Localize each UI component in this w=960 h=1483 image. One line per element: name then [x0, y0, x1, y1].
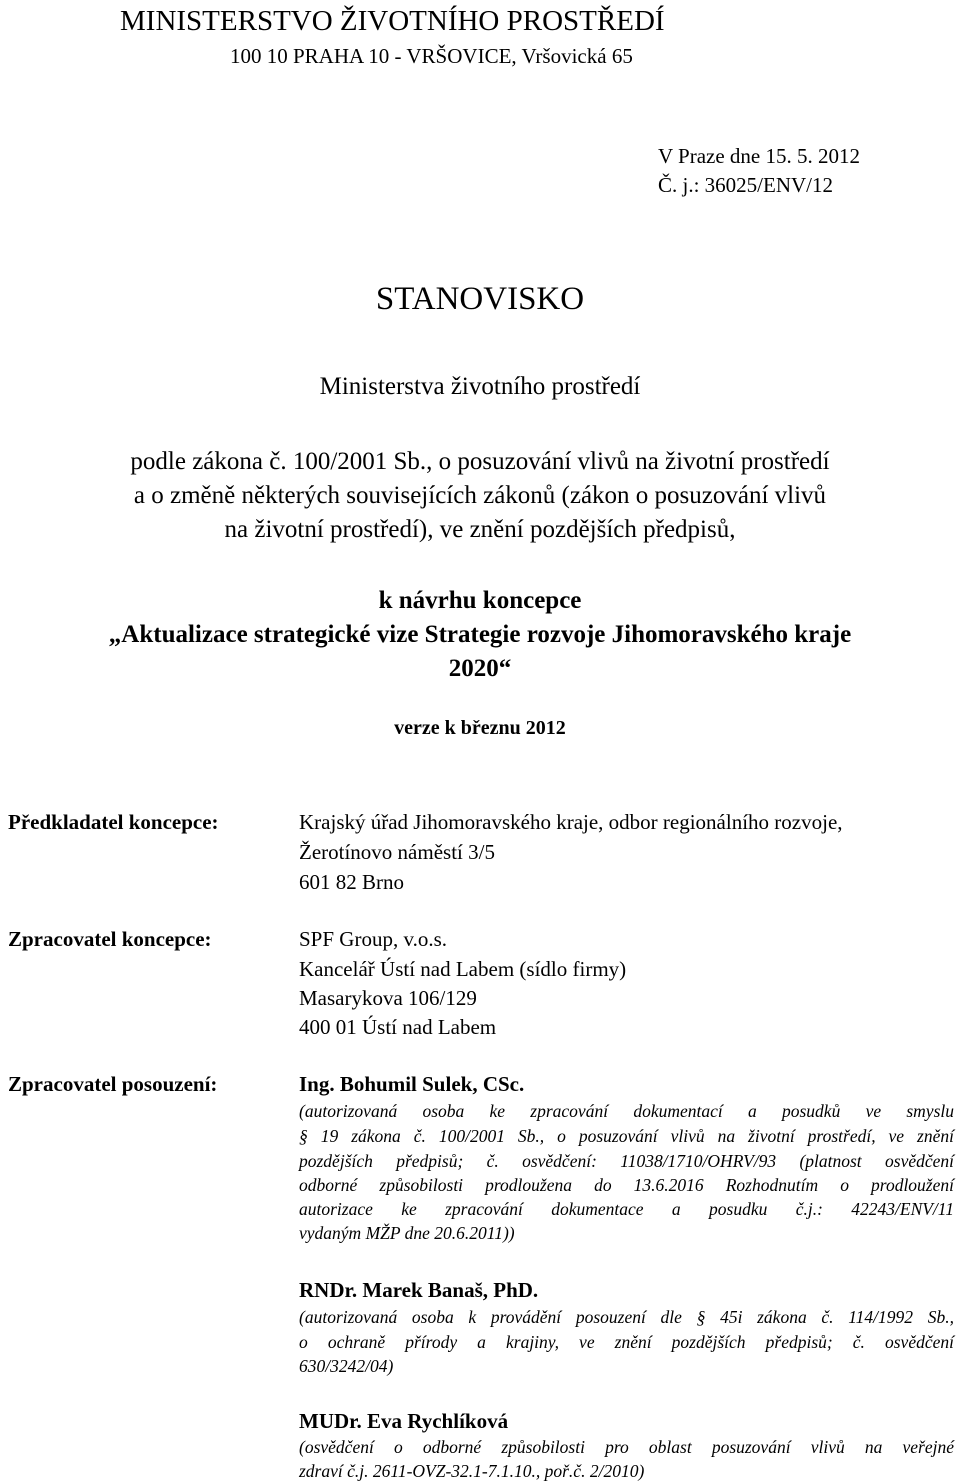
predkladatel-line-2: Žerotínovo náměstí 3/5 — [299, 840, 495, 864]
person-note-1-line-5: autorizace ke zpracování dokumentace a posudku č.j.: 42243/ENV/11 — [299, 1199, 954, 1219]
ministry-name: MINISTERSTVO ŽIVOTNÍHO PROSTŘEDÍ — [120, 5, 665, 37]
reference-number: Č. j.: 36025/ENV/12 — [658, 173, 834, 197]
document-date: V Praze dne 15. 5. 2012 — [658, 144, 860, 168]
person-note-3-line-1: (osvědčení o odborné způsobilosti pro oblast posuzování vlivů na veřejné — [299, 1437, 954, 1457]
zpracovatel-line-3: Masarykova 106/129 — [299, 986, 477, 1010]
zpracovatel-line-4: 400 01 Ústí nad Labem — [299, 1015, 497, 1039]
person-note-1-line-2: § 19 zákona č. 100/2001 Sb., o posuzování vlivů na životní prostředí, ve znění — [299, 1126, 954, 1146]
person-note-2-line-2: o ochraně přírody a krajiny, ve znění pozdějších předpisů; č. osvědčení — [299, 1332, 954, 1352]
predkladatel-line-1: Krajský úřad Jihomoravského kraje, odbor regionálního rozvoje, — [299, 810, 843, 834]
person-note-1-line-4: odborné způsobilosti prodloužena do 13.6.2016 Rozhodnutím o prodloužení — [299, 1175, 954, 1195]
law-line-3: na životní prostředí), ve znění pozdějších předpisů, — [224, 516, 736, 543]
law-line-2: a o změně některých souvisejících zákonů (zákon o posuzování vlivů — [133, 482, 827, 509]
concept-version: verze k březnu 2012 — [394, 717, 566, 739]
document-title: STANOVISKO — [375, 281, 585, 317]
person-note-2-line-1: (autorizovaná osoba k provádění posouzení dle § 45i zákona č. 114/1992 Sb., — [299, 1307, 954, 1327]
concept-name-line-2: 2020“ — [448, 655, 512, 682]
document-subtitle: Ministerstva životního prostředí — [319, 373, 641, 400]
person-note-1-line-3: pozdějších předpisů; č. osvědčení: 11038/1710/OHRV/93 (platnost osvědčení — [299, 1151, 954, 1171]
person-note-3-line-2: zdraví č.j. 2611-OVZ-32.1-7.1.10., poř.č. 2/2010) — [299, 1461, 645, 1481]
zpracovatel-label: Zpracovatel koncepce: — [8, 927, 212, 951]
person-note-1-line-6: vydaným MŽP dne 20.6.2011)) — [299, 1223, 515, 1243]
predkladatel-line-3: 601 82 Brno — [299, 870, 404, 894]
law-line-1: podle zákona č. 100/2001 Sb., o posuzování vlivů na životní prostředí — [130, 448, 830, 475]
person-name-1: Ing. Bohumil Sulek, CSc. — [299, 1072, 525, 1096]
zpracovatel-line-1: SPF Group, v.o.s. — [299, 927, 448, 951]
person-note-1-line-1: (autorizovaná osoba ke zpracování dokumentací a posudků ve smyslu — [299, 1101, 954, 1121]
predkladatel-label: Předkladatel koncepce: — [8, 810, 219, 834]
person-name-2: RNDr. Marek Banaš, PhD. — [299, 1278, 539, 1302]
ministry-address: 100 10 PRAHA 10 - VRŠOVICE, Vršovická 65 — [230, 44, 633, 68]
concept-intro: k návrhu koncepce — [378, 587, 582, 614]
person-name-3: MUDr. Eva Rychlíková — [299, 1409, 509, 1433]
posouzeni-label: Zpracovatel posouzení: — [8, 1072, 218, 1096]
zpracovatel-line-2: Kancelář Ústí nad Labem (sídlo firmy) — [299, 957, 627, 981]
concept-name-line-1: „Aktualizace strategické vize Strategie rozvoje Jihomoravského kraje — [108, 621, 852, 648]
person-note-2-line-3: 630/3242/04) — [299, 1356, 394, 1376]
